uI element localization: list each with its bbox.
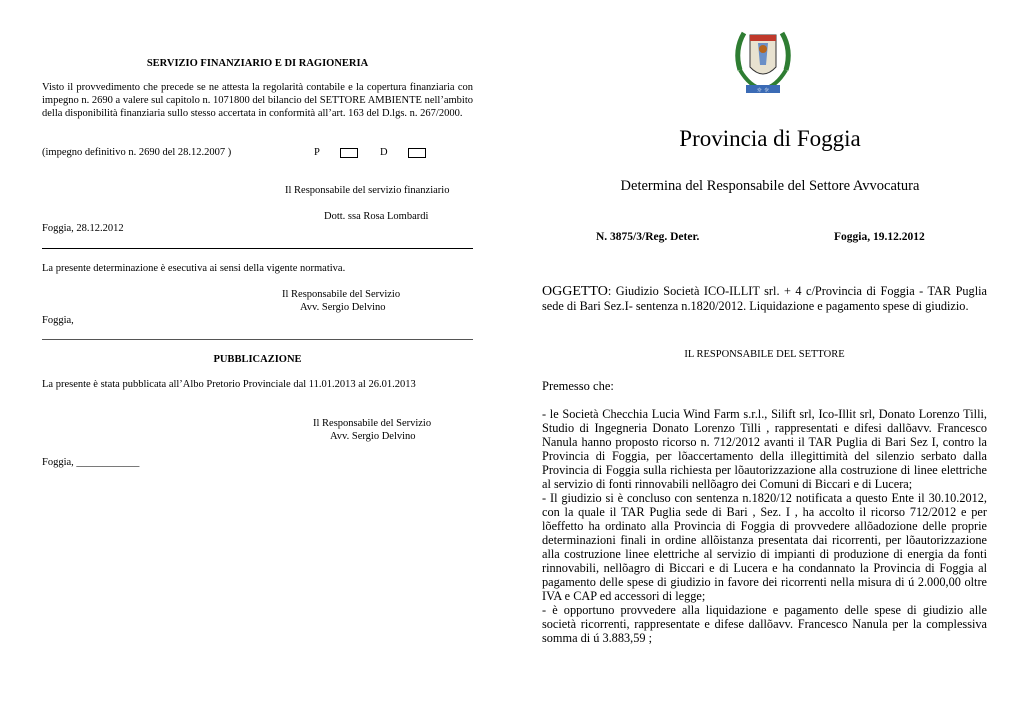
impegno-line [42, 146, 473, 159]
resp-finanziario-name: Dott. ssa Rosa Lombardi [324, 211, 429, 222]
resp-servizio-1-label: Il Responsabile del Servizio [282, 289, 401, 300]
oggetto-text: : Giudizio Società ICO-ILLIT srl. + 4 c/Provincia di Foggia - TAR Puglia sede di Bari Sez.I- sentenza n.1820/2012. Liquidazione e pagamento spese di giudizio. [542, 284, 987, 313]
attestation-paragraph: Visto il provvedimento che precede se ne attesta la regolarità contabile e la copertura finanziaria con impegno n. 2690 a valere sul capitolo n. 1071800 del bilancio del SETTORE AMBIENTE nell’ambito della disponibilità finanziaria sullo stesso accertata in conformità all’art. 163 del D.lgs. n. 267/2000. [42, 82, 473, 119]
recital-1: - le Società Checchia Lucia Wind Farm s.r.l., Silift srl, Ico-Illit srl, Donato Lorenzo Tilli, Studio di Ingegneria Donato Lorenzo Tilli , rappresentati e difesi dallõavv. Francesco Nanula hanno proposto ricorso n. 712/2012 avanti il TAR Puglia di Bari Sez I, contro la Provincia di Foggia, per lõaccertamento della illegittimità del silenzio serbato dalla Provincia di Foggia sulla richiesta per lõautorizzazione alla costruzione di linee elettriche al servizio di fonti rinnovabili nellõagro dei Comuni di Biccari e di Lucera; [542, 407, 987, 491]
recital-3: - è opportuno provvedere alla liquidazione e pagamento delle spese di giudizio alle società ricorrenti, rappresentate e difese dallõavv. Francesco Nanula per la complessiva somma di ú 3.883,59 ; [542, 603, 987, 645]
heading-pubblicazione: PUBBLICAZIONE [213, 354, 302, 365]
coat-of-arms-icon [730, 25, 796, 101]
determina-number: N. 3875/3/Reg. Deter. [596, 231, 700, 243]
pubblicazione-text: La presente è stata pubblicata all’Albo Pretorio Provinciale dal 11.01.2013 al 26.01.2013 [42, 379, 416, 390]
resp-servizio-1-name: Avv. Sergio Delvino [300, 302, 386, 313]
oggetto-paragraph [542, 284, 987, 313]
esecutiva-text: La presente determinazione è esecutiva ai sensi della vigente normativa. [42, 263, 346, 274]
oggetto-label: OGGETTO [542, 284, 608, 299]
determina-date: Foggia, 19.12.2012 [834, 231, 925, 243]
recital-2: - Il giudizio si è concluso con sentenza n.1820/12 notificata a questo Ente il 30.10.2012, con la quale il TAR Puglia sede di Bari , Sez. I , ha accolto il ricorso 712/2012 e per lõeffetto ha ordinato alla Provincia di Foggia di provvedere allõadozione delle proprie determinazioni finali in ordine allõistanza presentata dai ricorrenti, per lõautorizzazione alla costruzione linee elettriche al servizio di impianti di produzione di energia da fonti rinnovabili, nellõagro di Biccari e di Lucera e ha condannato la Provincia di Foggia al pagamento delle spese di giudizio in favore dei ricorrenti nella misura di ú 2.000,00 oltre IVA e CAP ed accessori di legge; [542, 491, 987, 603]
divider-2 [42, 339, 473, 340]
resp-finanziario-label: Il Responsabile del servizio finanziario [285, 185, 450, 196]
foggia-2: Foggia, [42, 315, 74, 326]
page-title: Provincia di Foggia [679, 126, 861, 151]
d-checkbox[interactable]: D [380, 146, 426, 159]
page-subtitle: Determina del Responsabile del Settore Avvocatura [620, 178, 920, 194]
foggia-date-1: Foggia, 28.12.2012 [42, 223, 124, 234]
divider-1 [42, 248, 473, 249]
p-checkbox[interactable]: P [314, 146, 358, 159]
impegno-text: (impegno definitivo n. 2690 del 28.12.2007 ) [42, 147, 232, 158]
premesso-label: Premesso che: [542, 379, 614, 393]
resp-servizio-2-name: Avv. Sergio Delvino [330, 431, 416, 442]
svg-text:☼ ☼: ☼ ☼ [756, 87, 770, 94]
recitals-block [542, 407, 987, 645]
resp-servizio-2-label: Il Responsabile del Servizio [313, 418, 432, 429]
foggia-3: Foggia, ____________ [42, 457, 140, 468]
heading-servizio-finanziario: SERVIZIO FINANZIARIO E DI RAGIONERIA [146, 58, 369, 69]
responsabile-settore-heading: IL RESPONSABILE DEL SETTORE [684, 349, 845, 360]
